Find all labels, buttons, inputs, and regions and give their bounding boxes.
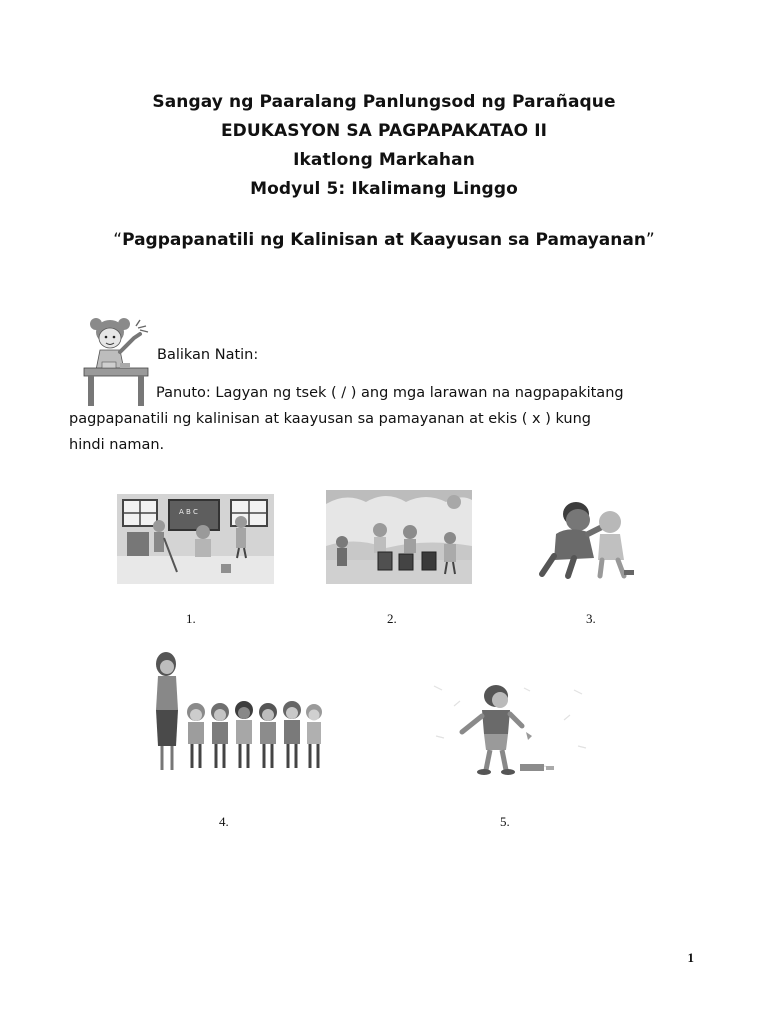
instructions-line-1: Panuto: Lagyan ng tsek ( / ) ang mga larawan na nagpapakitang <box>156 385 624 401</box>
module-week: Modyul 5: Ikalimang Linggo <box>250 179 518 199</box>
quarter-name: Ikatlong Markahan <box>293 150 475 170</box>
instructions-line-3: hindi naman. <box>69 437 165 453</box>
lesson-title-text: Pagpapanatili ng Kalinisan at Kaayusan sa Pamayanan <box>122 230 646 250</box>
division-name: Sangay ng Paaralang Panlungsod ng Parañaque <box>152 92 616 112</box>
subject-name: EDUKASYON SA PAGPAPAKATAO II <box>220 121 548 141</box>
svg-text:A B C: A B C <box>179 508 198 516</box>
module-header <box>0 88 768 204</box>
kids-fighting-illustration <box>528 500 638 580</box>
boy-littering-illustration <box>424 676 594 780</box>
picture-number-4: 4. <box>219 814 229 829</box>
page-number: 1 <box>687 950 694 965</box>
picture-number-1: 1. <box>186 611 196 626</box>
teacher-with-children-illustration <box>150 650 326 780</box>
lesson-title <box>0 230 768 250</box>
section-label: Balikan Natin <box>157 347 254 363</box>
classroom-cleaning-illustration <box>117 494 274 584</box>
open-quote: “ <box>113 230 123 250</box>
instructions-line-2: pagpapanatili ng kalinisan at kaayusan sa pamayanan at ekis ( x ) kung <box>69 411 592 427</box>
section-heading <box>157 347 258 363</box>
picture-number-5: 5. <box>500 814 510 829</box>
close-quote: ” <box>645 230 655 250</box>
kids-trash-bins-illustration <box>326 490 472 584</box>
picture-number-2: 2. <box>387 611 397 626</box>
instructions <box>69 380 709 458</box>
picture-number-3: 3. <box>586 611 596 626</box>
section-colon: : <box>253 347 259 363</box>
